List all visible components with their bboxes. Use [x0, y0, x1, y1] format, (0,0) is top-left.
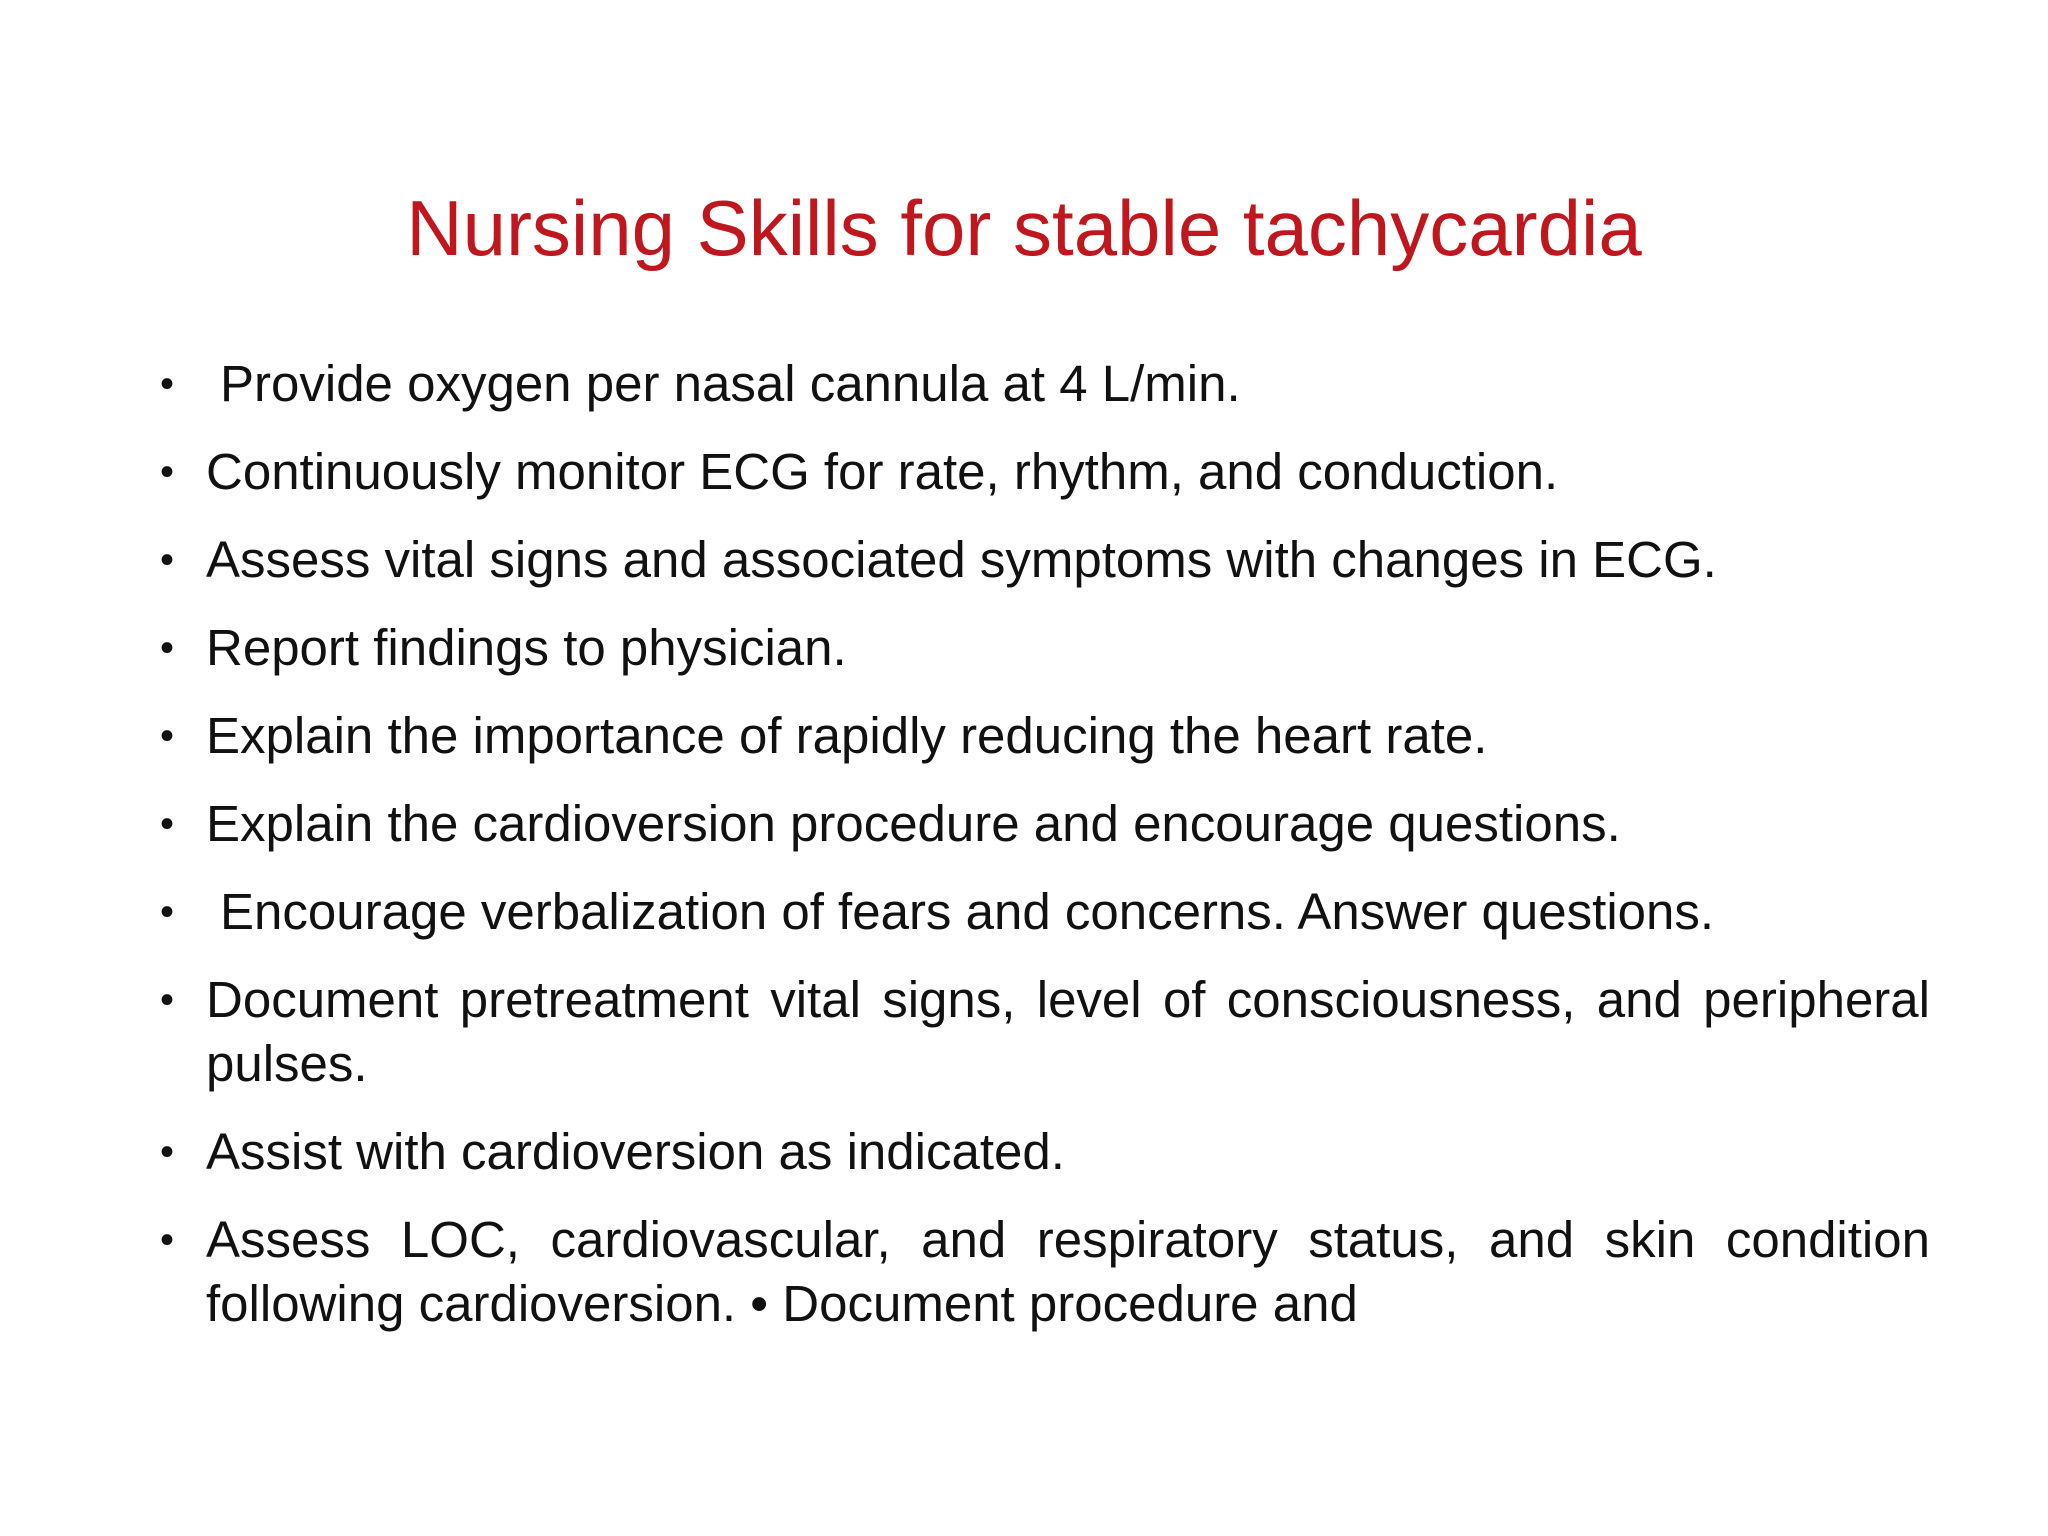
bullet-icon: •	[160, 362, 175, 406]
bullet-text: Explain the importance of rapidly reducing the heart rate.	[206, 707, 1488, 764]
bullet-item	[160, 528, 1930, 592]
bullet-icon: •	[160, 1218, 175, 1262]
bullet-item	[160, 1208, 1930, 1336]
bullet-icon: •	[160, 802, 175, 846]
bullet-text: Encourage verbalization of fears and concerns. Answer questions.	[220, 883, 1715, 940]
bullet-icon: •	[160, 890, 175, 934]
bullet-text: Assist with cardioversion as indicated.	[206, 1123, 1065, 1180]
bullet-icon: •	[160, 1130, 175, 1174]
bullet-item	[160, 792, 1930, 856]
bullet-icon: •	[160, 626, 175, 670]
bullet-item	[160, 1120, 1930, 1184]
bullet-item	[160, 704, 1930, 768]
bullet-item	[160, 616, 1930, 680]
bullet-icon: •	[160, 978, 175, 1022]
bullet-list	[160, 352, 1930, 1360]
bullet-text: Assess LOC, cardiovascular, and respiratory status, and skin condition following cardioversion. • Document procedure and	[206, 1211, 1930, 1332]
bullet-item	[160, 352, 1930, 416]
bullet-text: Assess vital signs and associated symptoms with changes in ECG.	[206, 531, 1717, 588]
bullet-icon: •	[160, 538, 175, 582]
bullet-text: Provide oxygen per nasal cannula at 4 L/min.	[220, 355, 1241, 412]
slide-title: Nursing Skills for stable tachycardia	[406, 184, 1642, 272]
bullet-text: Report findings to physician.	[206, 619, 847, 676]
bullet-icon: •	[160, 450, 175, 494]
bullet-text: Explain the cardioversion procedure and encourage questions.	[206, 795, 1621, 852]
bullet-item	[160, 968, 1930, 1096]
bullet-text: Document pretreatment vital signs, level of consciousness, and peripheral pulses.	[206, 971, 1930, 1092]
bullet-item	[160, 880, 1930, 944]
bullet-item	[160, 440, 1930, 504]
bullet-text: Continuously monitor ECG for rate, rhythm, and conduction.	[206, 443, 1559, 500]
bullet-icon: •	[160, 714, 175, 758]
